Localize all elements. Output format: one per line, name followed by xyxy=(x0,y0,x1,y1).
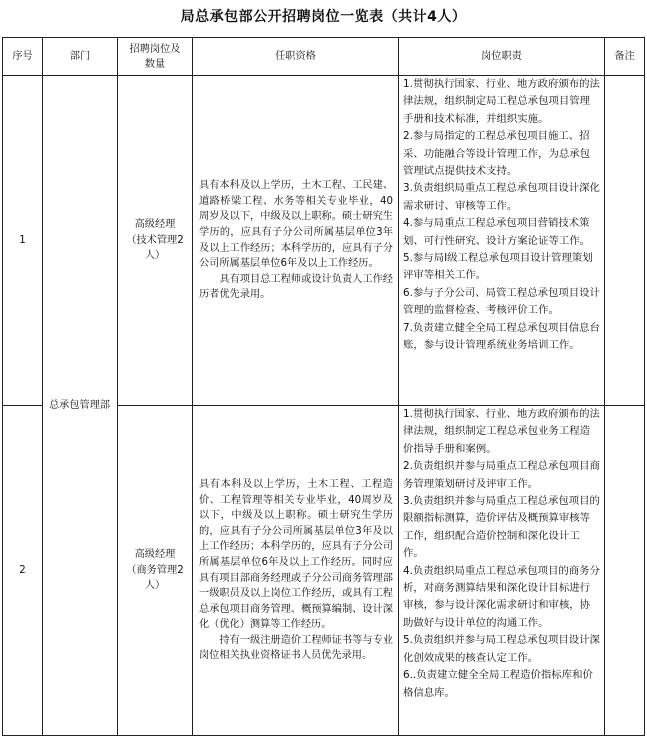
qualification-cell xyxy=(193,406,399,736)
qualification-text: 具有本科及以上学历，土木工程、工程造价、工程管理等相关专业毕业，40周岁及以下，中级及以上职称。硕士研究生学历的，应具有子分公司所属基层单位3年及以上工作经历；本科学历的，应具有子分公司所属基层单位6年及以上工作经历。同时应具有项目部商务经理或子分公司商务管理部一级职员及以上岗位工作经历，或具有工程总承包项目商务管理、概预算编制、设计深化（优化）测算等工作经历。 xyxy=(199,478,393,631)
duties-cell xyxy=(399,406,605,736)
remarks-cell xyxy=(605,76,645,406)
post-subtitle: （商务管理2人） xyxy=(126,564,184,592)
table-row xyxy=(3,76,645,406)
qualification-preference: 具有项目总工程师或设计负责人工作经历者优先录用。 xyxy=(199,273,393,301)
duty-item: 7.负责建立健全全局工程总承包项目信息台账，参与设计管理系统业务培训工作。 xyxy=(403,321,600,352)
row-no: 1 xyxy=(3,76,43,406)
department-cell xyxy=(43,76,118,736)
duty-item: 5.负责组织并参与局工程总承包项目设计深化创效成果的核查认定工作。 xyxy=(403,634,600,664)
post-title: 高级经理 xyxy=(134,549,176,561)
header-dept: 部门 xyxy=(43,38,118,76)
header-qualification: 任职资格 xyxy=(193,38,399,76)
header-post-label: 招聘岗位及数量 xyxy=(129,43,181,70)
duty-item: 4.负责组织局重点工程总承包项目的商务分析，对商务测算结果和深化设计目标进行审核，参与设计深化需求研讨和审核，协助做好与设计单位的沟通工作。 xyxy=(403,564,600,629)
remarks-cell xyxy=(605,406,645,736)
duty-item: 2.参与局指定的工程总承包项目施工、招采、功能融合等设计管理工作，为总承包管理试点提供技术支持。 xyxy=(403,130,591,178)
table-header-row xyxy=(3,38,645,76)
department-label: 总承包管理部 xyxy=(49,399,111,411)
duty-item: 1.贯彻执行国家、行业、地方政府颁布的法律法规，组织制定工程总承包业务工程造价指导手册和案例。 xyxy=(403,408,600,455)
duty-item: 3.负责组织并参与局重点工程总承包项目的限额指标测算，造价评估及概预算审核等工作，组织配合造价控制和深化设计工作。 xyxy=(403,495,600,560)
duty-item: 6.参与子分公司、局管工程总承包项目设计管理的监督检查、考核评价工作。 xyxy=(403,286,600,317)
post-cell xyxy=(118,76,193,406)
qualification-text: 具有本科及以上学历，土木工程、工民建、道路桥梁工程、水务等相关专业毕业，40周岁及以下，中级及以上职称。硕士研究生学历的，应具有子分公司所属基层单位3年及以上工作经历；本科学历的，应具有子分公司所属基层单位6年及以上工作经历。 xyxy=(199,180,393,270)
duty-item: 3.负责组织局重点工程总承包项目设计深化需求研讨、审核等工作。 xyxy=(403,182,600,212)
qualification-preference: 持有一级注册造价工程师证书等与专业岗位相关执业资格证书人员优先录用。 xyxy=(199,634,393,662)
duty-item: 2.负责组织并参与局重点工程总承包项目商务管理策划研讨及评审工作。 xyxy=(403,460,600,490)
header-no: 序号 xyxy=(3,38,43,76)
post-title: 高级经理 xyxy=(134,219,176,231)
duty-item: 5.参与局Ⅰ级工程总承包项目设计管理策划评审等相关工作。 xyxy=(403,252,593,282)
recruitment-table xyxy=(2,37,645,736)
post-cell xyxy=(118,406,193,736)
duty-item: 4.参与局重点工程总承包项目营销技术策划、可行性研究、设计方案论证等工作。 xyxy=(403,217,591,247)
duty-item: 6..负责建立健全全局工程造价指标库和价格信息库。 xyxy=(403,669,593,699)
row-no: 2 xyxy=(3,406,43,736)
header-duties: 岗位职责 xyxy=(399,38,605,76)
header-remarks: 备注 xyxy=(605,38,645,76)
duties-cell xyxy=(399,76,605,406)
qualification-cell xyxy=(193,76,399,406)
header-post xyxy=(118,38,193,76)
duty-item: 1.贯彻执行国家、行业、地方政府颁布的法律法规，组织制定局工程总承包项目管理手册和技术标准，并组织实施。 xyxy=(403,78,600,125)
post-subtitle: （技术管理2人） xyxy=(126,234,184,262)
page-title: 局总承包部公开招聘岗位一览表（共计4人） xyxy=(180,9,467,25)
